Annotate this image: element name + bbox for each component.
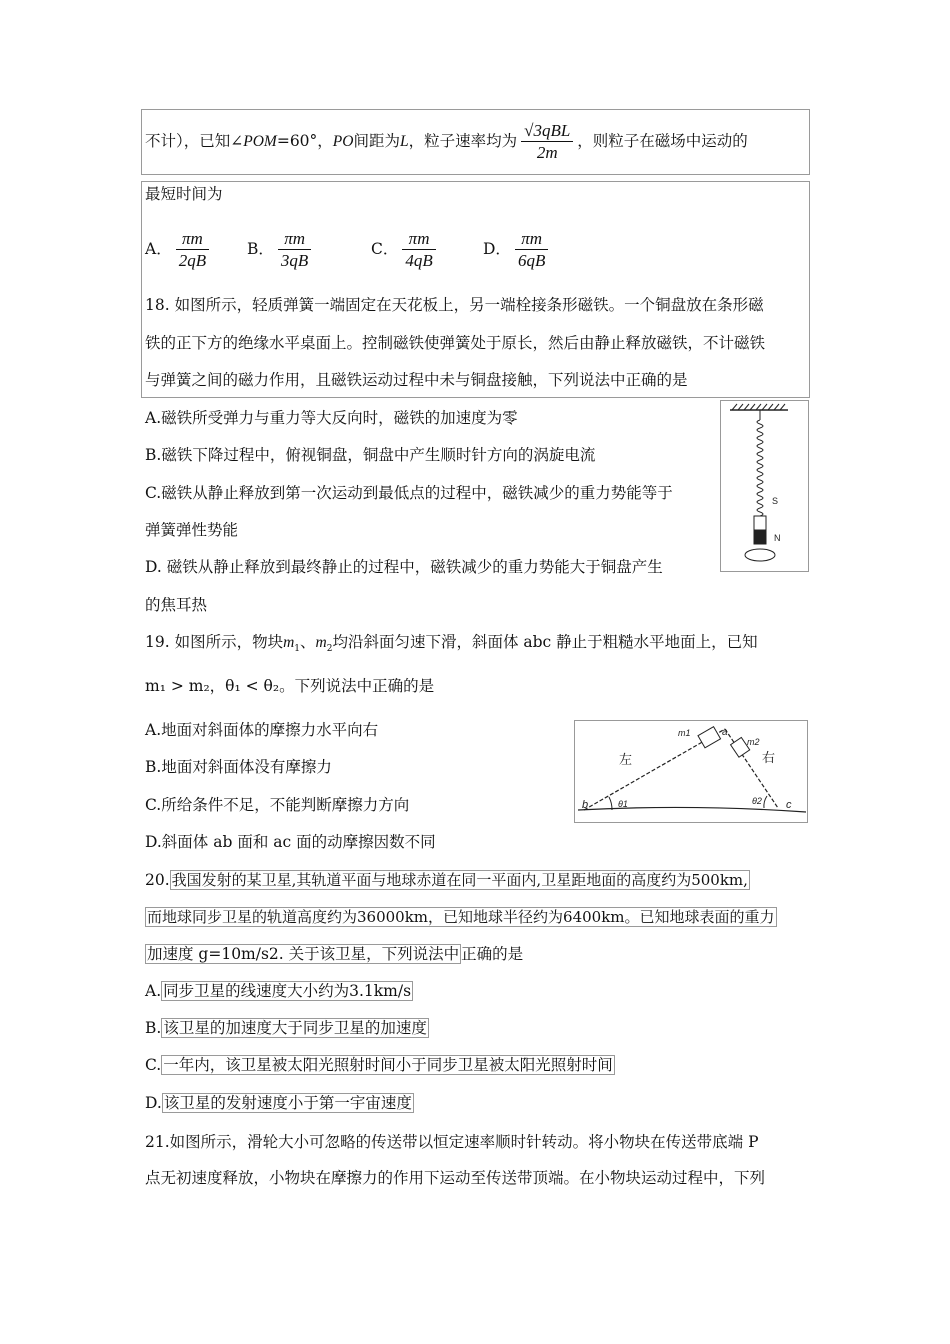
q17-speed-fraction	[521, 121, 573, 164]
q20-option-c-text: 一年内，该卫星被太阳光照射时间小于同步卫星被太阳光照射时间	[163, 1056, 613, 1074]
q20-option-d	[145, 1092, 414, 1114]
frac-numerator: πm	[402, 229, 435, 250]
spring-magnet-figure	[720, 400, 809, 572]
q20-option-b	[145, 1017, 429, 1039]
option-fraction	[278, 229, 311, 272]
right-label: 右	[762, 750, 776, 765]
option-fraction	[176, 229, 209, 272]
q20-line-2	[145, 906, 777, 928]
vertex-a-label: a	[722, 727, 728, 738]
q18-option-b: B.磁铁下降过程中，俯视铜盘，铜盘中产生顺时针方向的涡旋电流	[145, 446, 596, 464]
wedge-figure	[574, 720, 808, 823]
q18-option-c-1: C.磁铁从静止释放到第一次运动到最低点的过程中，磁铁减少的重力势能等于	[145, 484, 673, 502]
q20-number: 20.	[145, 871, 170, 889]
q17-option-d	[483, 226, 552, 272]
q19-text: 均沿斜面匀速下滑，斜面体 abc 静止于粗糙水平地面上，已知	[332, 633, 758, 651]
q17-po: PO	[332, 133, 354, 150]
frac-denominator: 4qB	[405, 250, 433, 270]
q20-highlight-3: 加速度 g=10m/s2. 关于该卫星，下列说法中	[147, 945, 460, 963]
vertex-c-label: c	[786, 799, 792, 811]
q19-option-a: A.地面对斜面体的摩擦力水平向右	[145, 721, 379, 739]
q17-option-c	[371, 226, 483, 272]
q19-stem-1	[145, 631, 758, 660]
q17-text: 不计），已知∠	[145, 132, 244, 150]
q20-line-1	[145, 869, 750, 891]
q17-angle: POM	[243, 133, 277, 150]
q21-line-2: 点无初速度释放，小物块在摩擦力的作用下运动至传送带顶端。在小物块运动过程中，下列	[145, 1169, 766, 1187]
theta2-label: θ2	[752, 796, 762, 806]
q18-option-d-2: 的焦耳热	[145, 596, 208, 614]
q21-line-1: 21.如图所示，滑轮大小可忽略的传送带以恒定速率顺时针转动。将小物块在传送带底端 P	[145, 1133, 759, 1151]
magnet-n-label: N	[774, 533, 781, 543]
option-fraction	[515, 229, 548, 272]
q19-option-b: B.地面对斜面体没有摩擦力	[145, 758, 332, 776]
vertex-b-label: b	[582, 799, 589, 811]
q17-line-2: 最短时间为	[145, 185, 223, 203]
q20-highlight-2: 而地球同步卫星的轨道高度约为36000km，已知地球半径约为6400km。已知地球表面的重力	[147, 908, 775, 926]
q18-stem-1: 18. 如图所示，轻质弹簧一端固定在天花板上，另一端栓接条形磁铁。一个铜盘放在条形磁	[145, 296, 764, 314]
frac-numerator: √3qBL	[521, 121, 573, 142]
q20-line-3	[145, 943, 523, 965]
q20-highlight-1: 我国发射的某卫星,其轨道平面与地球赤道在同一平面内,卫星距地面的高度约为500km,	[171, 871, 748, 889]
q17-text: ，则粒子在磁场中运动的	[577, 132, 748, 150]
theta1-label: θ1	[618, 799, 628, 809]
frac-numerator: πm	[278, 229, 311, 250]
q17-text: 间距为	[353, 132, 400, 150]
frac-numerator: πm	[515, 229, 548, 250]
q18-option-c-2: 弹簧弹性势能	[145, 521, 239, 539]
q17-L: L	[399, 133, 409, 150]
q19-m2: m	[315, 634, 327, 651]
q19-m1: m	[283, 634, 295, 651]
q17-text: ，粒子速率均为	[408, 132, 518, 150]
q20-option-b-text: 该卫星的加速度大于同步卫星的加速度	[163, 1019, 427, 1037]
q17-options	[145, 226, 552, 272]
q19-condition: m₁ > m₂，θ₁ < θ₂。下列说法中正确的是	[145, 677, 435, 695]
m1-label: m1	[678, 728, 691, 738]
frac-denominator: 3qB	[280, 250, 309, 270]
q17-line-1	[145, 118, 748, 165]
option-label: D．	[483, 240, 511, 258]
q20-text: 正确的是	[461, 945, 524, 963]
q18-stem-3: 与弹簧之间的磁力作用，且磁铁运动过程中未与铜盘接触，下列说法中正确的是	[145, 371, 688, 389]
option-label: C．	[371, 240, 399, 258]
option-prefix: C.	[145, 1056, 162, 1074]
option-fraction	[402, 229, 435, 272]
option-prefix: D.	[145, 1094, 162, 1112]
q20-option-a-text: 同步卫星的线速度大小约为3.1km/s	[163, 982, 412, 1000]
q17-option-b	[247, 226, 371, 272]
q19-sep: 、	[300, 633, 316, 651]
frac-denominator: 6qB	[517, 250, 546, 270]
frac-denominator: 2m	[536, 142, 558, 162]
q19-option-c: C.所给条件不足，不能判断摩擦力方向	[145, 796, 410, 814]
q20-option-c	[145, 1054, 615, 1076]
frac-numerator: πm	[176, 229, 209, 250]
q20-option-d-text: 该卫星的发射速度小于第一宇宙速度	[163, 1094, 412, 1112]
q19-sub2: 2	[326, 644, 333, 655]
q19-option-d: D.斜面体 ab 面和 ac 面的动摩擦因数不同	[145, 833, 436, 851]
option-label: B．	[247, 240, 274, 258]
option-prefix: A.	[145, 982, 162, 1000]
q19-sub1: 1	[294, 644, 301, 655]
q17-box-2	[141, 181, 810, 398]
copper-disc	[745, 549, 775, 561]
m2-label: m2	[747, 737, 760, 747]
q18-option-d-1: D. 磁铁从静止释放到最终静止的过程中，磁铁减少的重力势能大于铜盘产生	[145, 558, 663, 576]
frac-denominator: 2qB	[178, 250, 207, 270]
option-prefix: B.	[145, 1019, 162, 1037]
q18-option-a: A.磁铁所受弹力与重力等大反向时，磁铁的加速度为零	[145, 409, 518, 427]
q20-option-a	[145, 980, 413, 1002]
option-label: A．	[145, 240, 172, 258]
q17-text: =60°，	[276, 132, 333, 150]
q19-text: 19. 如图所示，物块	[145, 633, 284, 651]
left-label: 左	[619, 752, 633, 767]
q18-stem-2: 铁的正下方的绝缘水平桌面上。控制磁铁使弹簧处于原长，然后由静止释放磁铁，不计磁铁	[145, 334, 766, 352]
magnet-s-label: S	[772, 496, 779, 506]
q17-option-a	[145, 226, 247, 272]
